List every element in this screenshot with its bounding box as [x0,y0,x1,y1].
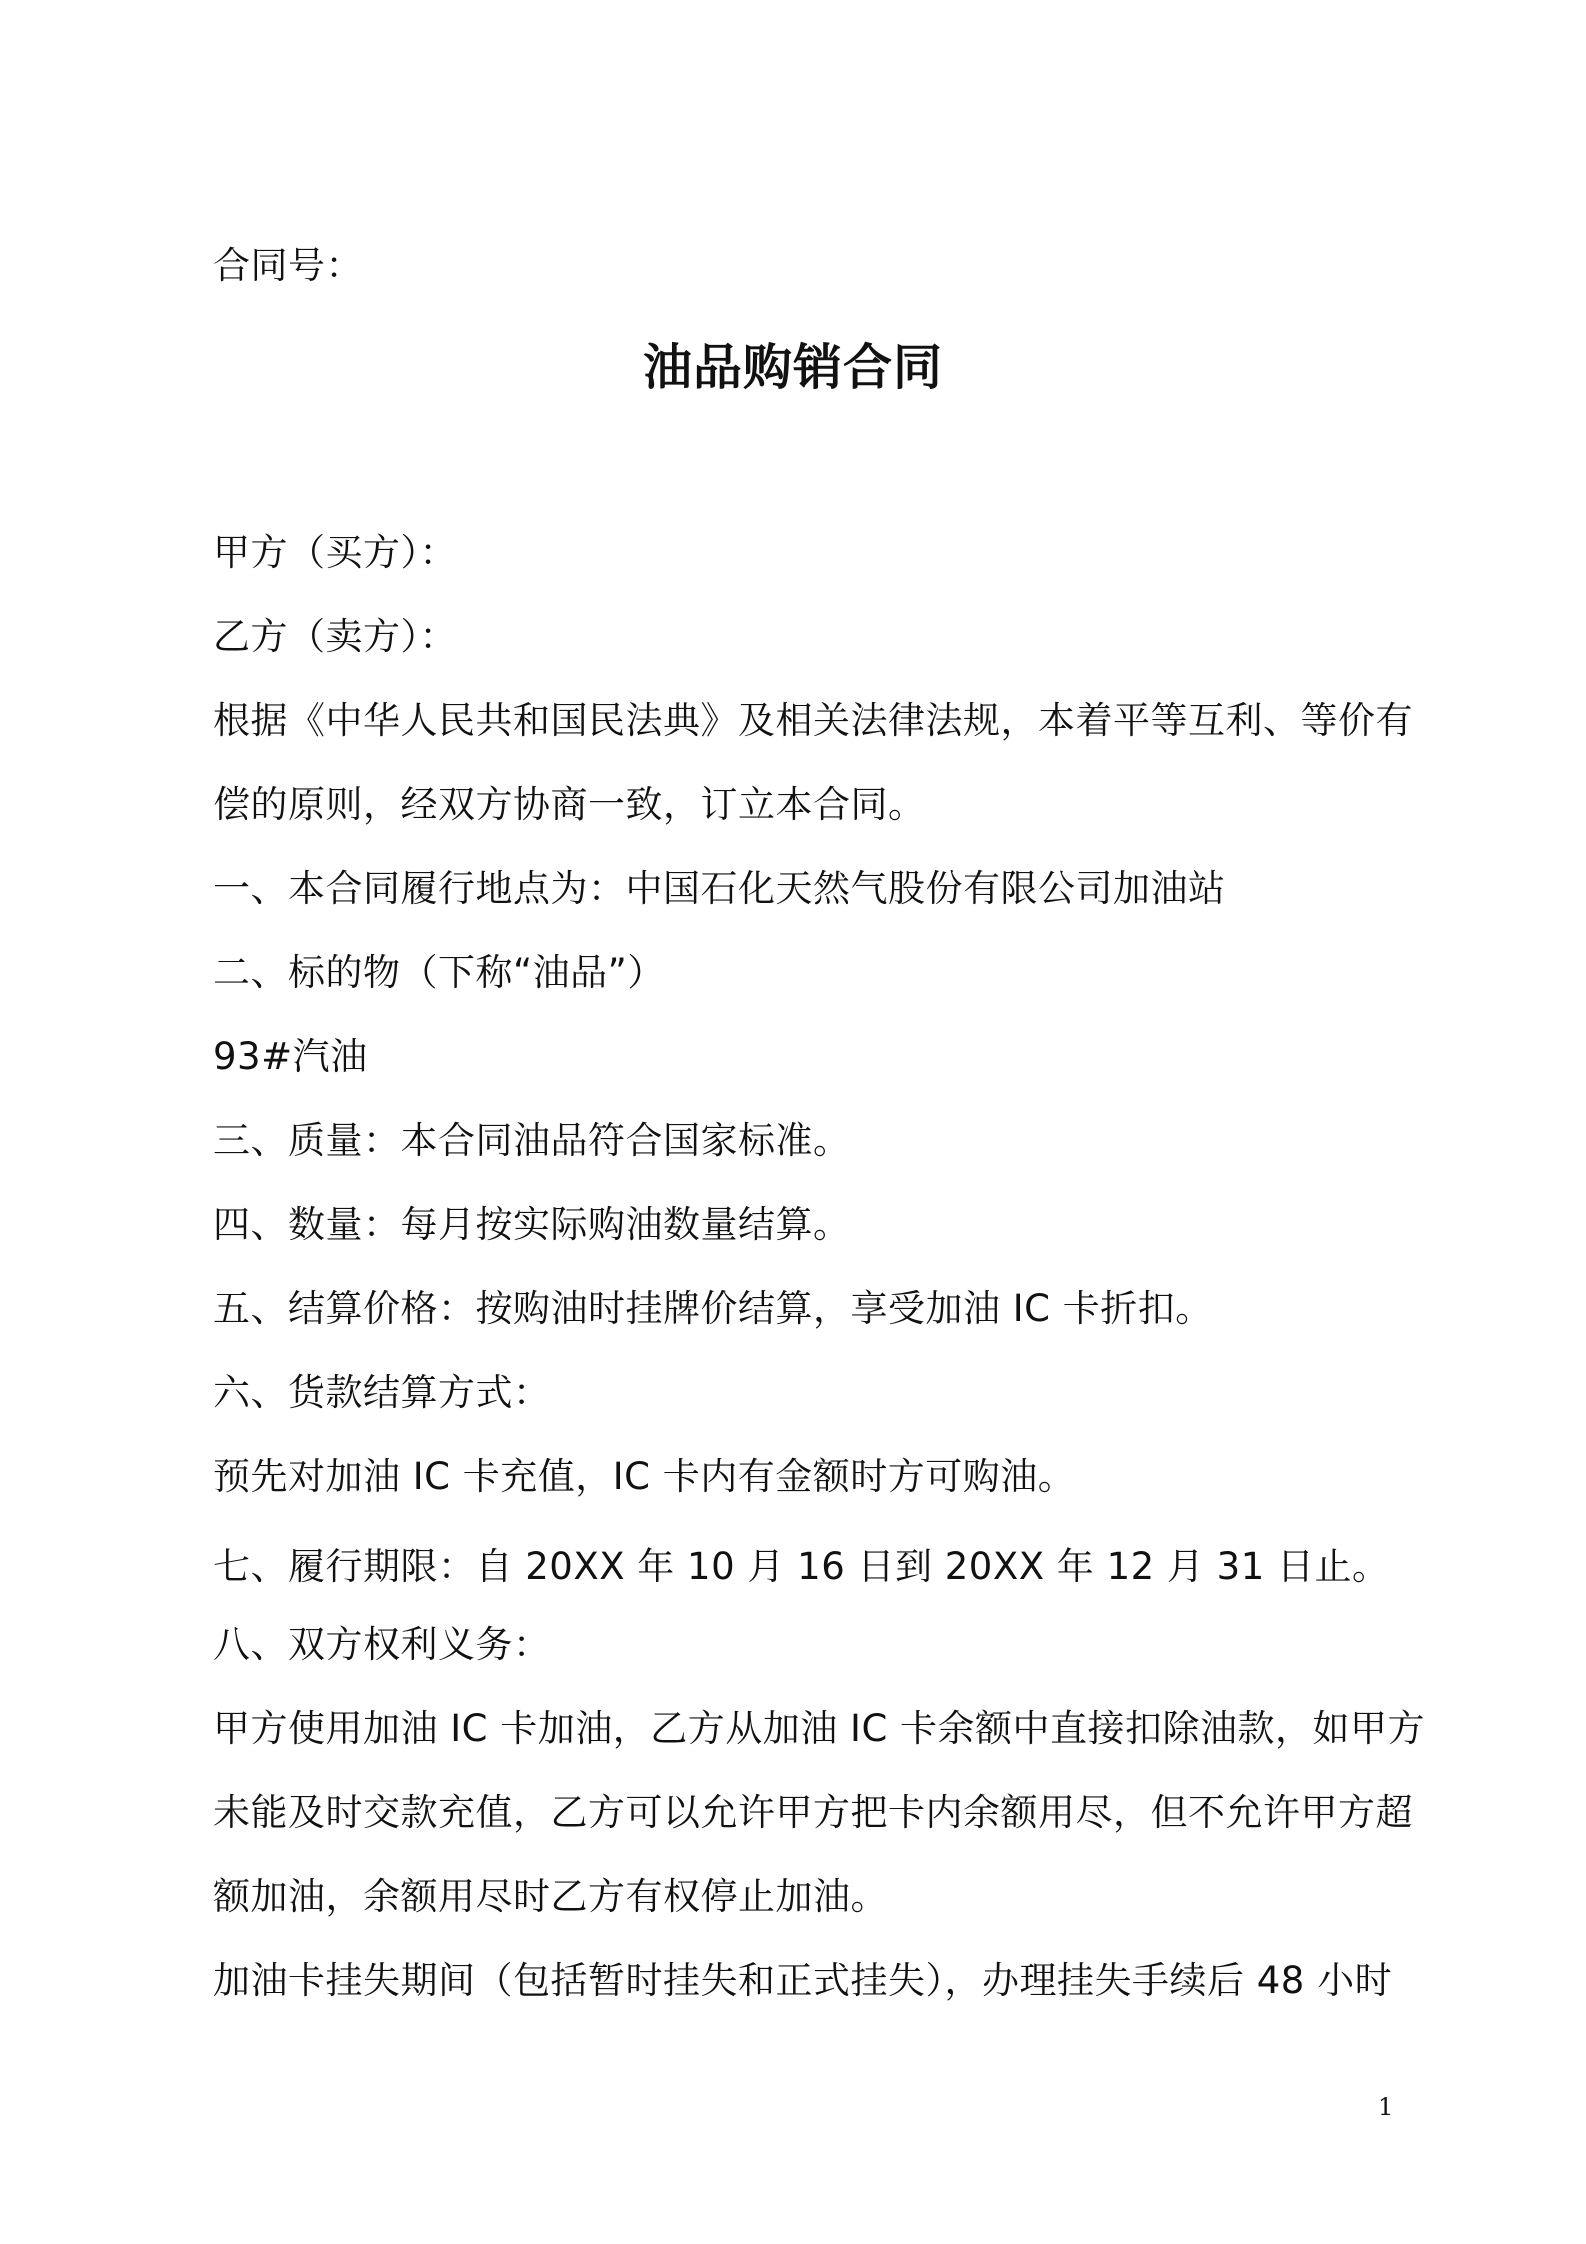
clause-3: 三、质量：本合同油品符合国家标准。 [213,1119,851,1162]
page-number: 1 [1378,2093,1394,2121]
party-b-line: 乙方（卖方）： [213,615,457,658]
clause-8-paragraph-2-line-1: 加油卡挂失期间（包括暂时挂失和正式挂失），办理挂失手续后 48 小时 [213,1959,1393,2002]
clause-2: 二、标的物（下称“油品”） [213,951,665,994]
preamble-line-2: 偿的原则，经双方协商一致，订立本合同。 [213,783,926,826]
clause-5: 五、结算价格：按购油时挂牌价结算，享受加油 IC 卡折扣。 [213,1287,1213,1330]
clause-4: 四、数量：每月按实际购油数量结算。 [213,1203,851,1246]
clause-8-paragraph-1-line-1: 甲方使用加油 IC 卡加油，乙方从加油 IC 卡余额中直接扣除油款，如甲方 [213,1707,1426,1750]
clause-6-detail: 预先对加油 IC 卡充值，IC 卡内有金额时方可购油。 [213,1455,1076,1498]
party-a-line: 甲方（买方）： [213,531,457,574]
contract-number-label: 合同号： [213,244,363,287]
clause-1: 一、本合同履行地点为：中国石化天然气股份有限公司加油站 [213,867,1226,910]
clause-8-paragraph-1-line-3: 额加油，余额用尽时乙方有权停止加油。 [213,1875,888,1918]
clause-8: 八、双方权利义务： [213,1623,551,1666]
preamble-line-1: 根据《中华人民共和国民法典》及相关法律法规，本着平等互利、等价有 [213,699,1413,742]
product-line: 93#汽油 [213,1035,368,1078]
clause-8-paragraph-1-line-2: 未能及时交款充值，乙方可以允许甲方把卡内余额用尽，但不允许甲方超 [213,1791,1413,1834]
clause-7: 七、履行期限：自 20XX 年 10 月 16 日到 20XX 年 12 月 31 日止。 [213,1545,1390,1588]
document-title: 油品购销合同 [642,339,943,396]
clause-6: 六、货款结算方式： [213,1371,551,1414]
